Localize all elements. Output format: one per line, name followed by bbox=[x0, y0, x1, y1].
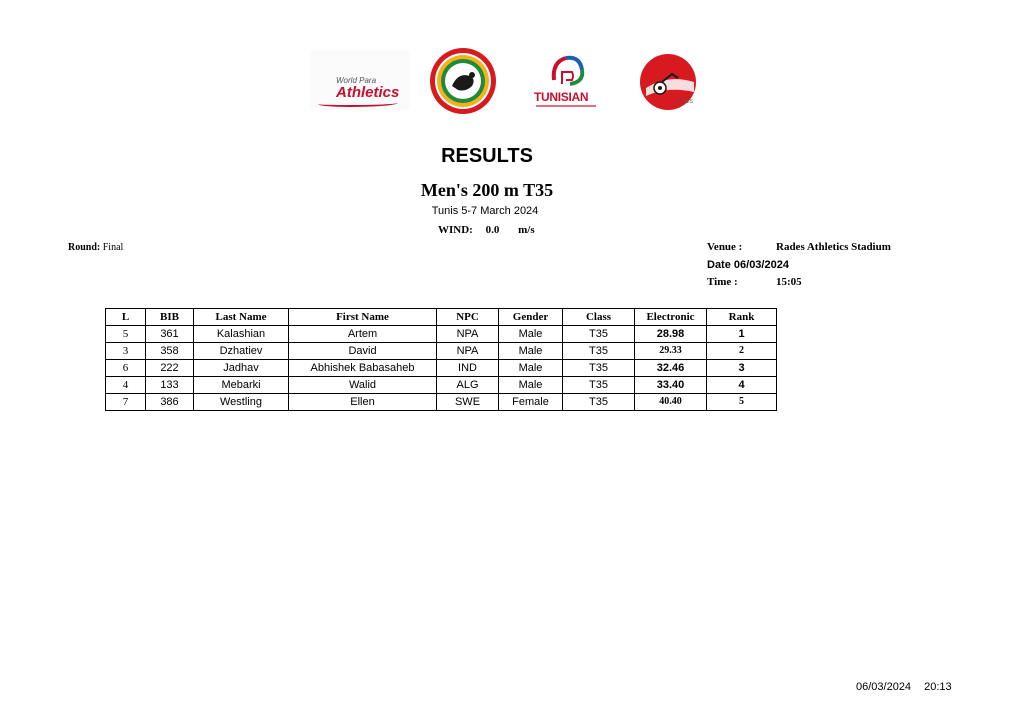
cell-last-name: Westling bbox=[194, 394, 289, 411]
results-title: RESULTS bbox=[441, 145, 533, 167]
table-row bbox=[106, 377, 777, 394]
cell-lane: 6 bbox=[106, 360, 146, 377]
venue-label: Venue : bbox=[707, 241, 743, 253]
time-value: 15:05 bbox=[776, 276, 802, 288]
cell-rank: 3 bbox=[707, 360, 777, 377]
cell-rank: 2 bbox=[707, 343, 777, 360]
cell-gender: Male bbox=[499, 360, 563, 377]
cell-last-name: Dzhatiev bbox=[194, 343, 289, 360]
cell-lane: 5 bbox=[106, 326, 146, 343]
cell-npc: ALG bbox=[437, 377, 499, 394]
wind-label: WIND: bbox=[438, 224, 473, 236]
round-info bbox=[68, 242, 123, 253]
tunisian-federation-ring-logo bbox=[428, 46, 498, 116]
header-npc: NPC bbox=[437, 309, 499, 326]
header-last-name: Last Name bbox=[194, 309, 289, 326]
cell-class: T35 bbox=[563, 377, 635, 394]
cell-lane: 7 bbox=[106, 394, 146, 411]
world-para-athletics-logo bbox=[310, 50, 410, 110]
footer-timestamp bbox=[856, 681, 952, 693]
cell-gender: Male bbox=[499, 326, 563, 343]
cell-rank: 5 bbox=[707, 394, 777, 411]
cell-lane: 3 bbox=[106, 343, 146, 360]
cell-electronic: 28.98 bbox=[635, 326, 707, 343]
cell-electronic: 32.46 bbox=[635, 360, 707, 377]
cell-bib: 222 bbox=[146, 360, 194, 377]
venue-info bbox=[707, 241, 891, 253]
results-table bbox=[105, 308, 777, 411]
cell-bib: 386 bbox=[146, 394, 194, 411]
footer-time: 20:13 bbox=[924, 681, 952, 693]
cell-gender: Female bbox=[499, 394, 563, 411]
wpa-logo-line2: Athletics bbox=[336, 84, 400, 101]
round-value: Final bbox=[102, 242, 124, 253]
cell-gender: Male bbox=[499, 343, 563, 360]
header-bib: BIB bbox=[146, 309, 194, 326]
cell-gender: Male bbox=[499, 377, 563, 394]
cell-last-name: Mebarki bbox=[194, 377, 289, 394]
wpa-swoosh-icon bbox=[318, 100, 398, 107]
cell-lane: 4 bbox=[106, 377, 146, 394]
cell-last-name: Jadhav bbox=[194, 360, 289, 377]
header-lane: L bbox=[106, 309, 146, 326]
cell-class: T35 bbox=[563, 394, 635, 411]
cell-electronic: 40.40 bbox=[635, 394, 707, 411]
cell-class: T35 bbox=[563, 326, 635, 343]
sponsor-logos bbox=[310, 46, 710, 116]
venue-value: Rades Athletics Stadium bbox=[776, 241, 891, 253]
meet-logo bbox=[638, 52, 702, 112]
tunisian-subline bbox=[536, 105, 596, 107]
header-gender: Gender bbox=[499, 309, 563, 326]
cell-first-name: Abhishek Babasaheb bbox=[289, 360, 437, 377]
cell-first-name: Artem bbox=[289, 326, 437, 343]
cell-rank: 4 bbox=[707, 377, 777, 394]
table-row bbox=[106, 394, 777, 411]
cell-class: T35 bbox=[563, 360, 635, 377]
wind-unit: m/s bbox=[518, 224, 535, 236]
event-title: Men's 200 m T35 bbox=[420, 180, 554, 200]
event-dates: Tunis 5-7 March 2024 bbox=[431, 205, 539, 217]
table-row bbox=[106, 326, 777, 343]
table-row bbox=[106, 343, 777, 360]
cell-npc: IND bbox=[437, 360, 499, 377]
header-rank: Rank bbox=[707, 309, 777, 326]
cell-first-name: Ellen bbox=[289, 394, 437, 411]
table-row bbox=[106, 360, 777, 377]
cell-npc: NPA bbox=[437, 343, 499, 360]
wpa-logo-line1: World Para bbox=[336, 76, 377, 85]
tunisian-wordmark: TUNISIAN bbox=[534, 90, 589, 104]
tunisian-paralympic-committee-logo bbox=[532, 50, 602, 114]
cell-bib: 361 bbox=[146, 326, 194, 343]
cell-electronic: 29.33 bbox=[635, 343, 707, 360]
table-header-row bbox=[106, 309, 777, 326]
round-label: Round: bbox=[68, 242, 101, 253]
cell-npc: SWE bbox=[437, 394, 499, 411]
header-electronic: Electronic bbox=[635, 309, 707, 326]
wind-info bbox=[438, 224, 535, 236]
wind-value: 0.0 bbox=[485, 224, 500, 236]
cell-rank: 1 bbox=[707, 326, 777, 343]
time-info bbox=[707, 276, 802, 288]
cell-first-name: David bbox=[289, 343, 437, 360]
header-first-name: First Name bbox=[289, 309, 437, 326]
time-label: Time : bbox=[707, 276, 738, 288]
cell-first-name: Walid bbox=[289, 377, 437, 394]
cell-last-name: Kalashian bbox=[194, 326, 289, 343]
cell-electronic: 33.40 bbox=[635, 377, 707, 394]
footer-date: 06/03/2024 bbox=[856, 681, 912, 693]
date-info: Date 06/03/2024 bbox=[707, 259, 789, 271]
cell-npc: NPA bbox=[437, 326, 499, 343]
cell-class: T35 bbox=[563, 343, 635, 360]
meet-logo-subtext: TUNIS bbox=[678, 99, 693, 105]
cell-bib: 133 bbox=[146, 377, 194, 394]
header-class: Class bbox=[563, 309, 635, 326]
cell-bib: 358 bbox=[146, 343, 194, 360]
